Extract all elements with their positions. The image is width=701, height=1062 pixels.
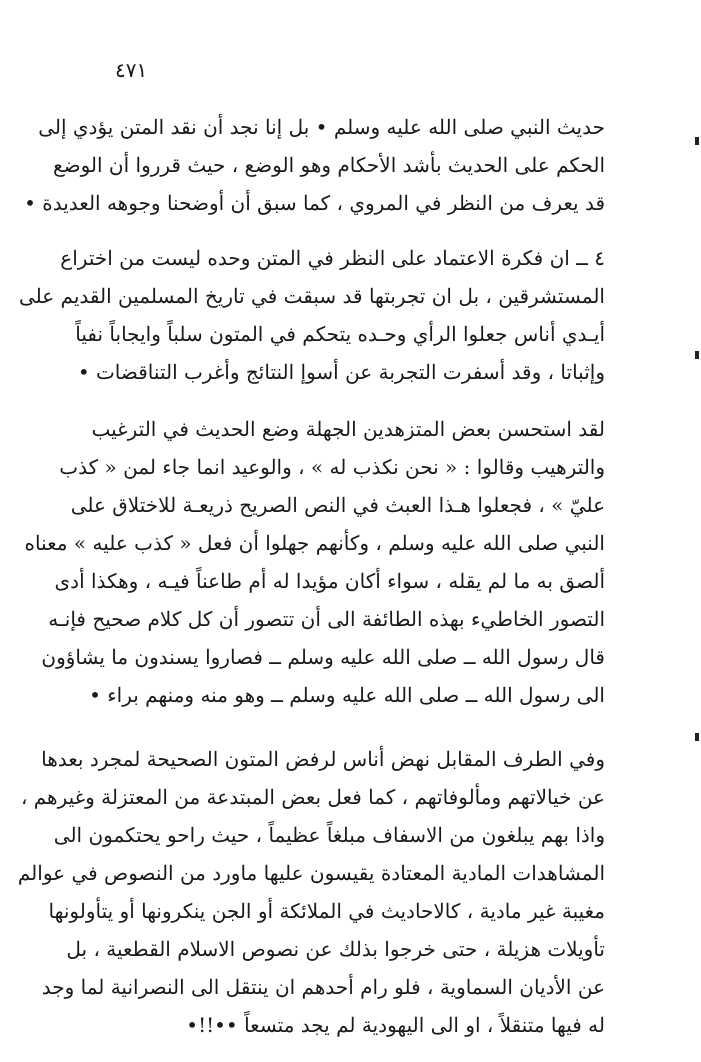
- page-body: [17, 108, 605, 1044]
- scan-margin-mark: [695, 733, 699, 741]
- text-line: مغيبة غير مادية ، كالاحاديث في الملائكة أو الجن ينكرونها أو يتأولونها: [48, 899, 605, 923]
- page-number: ٤٧١: [115, 58, 148, 82]
- paragraph-2: [18, 239, 605, 391]
- text-line: الى رسول الله ــ صلى الله عليه وسلم ــ وهو منه ومنهم براء •: [89, 683, 605, 707]
- text-line: التصور الخاطيء بهذه الطائفة الى أن تتصور أن كل كلام صحيح فإنـه: [48, 607, 605, 631]
- text-line: وفي الطرف المقابل نهض أناس لرفض المتون الصحيحة لمجرد بعدها: [41, 747, 605, 771]
- paragraph-4: [17, 740, 605, 1044]
- text-line: النبي صلى الله عليه وسلم ، وكأنهم جهلوا أن فعل « كذب عليه » معناه: [24, 531, 605, 555]
- text-line: المستشرقين ، بل ان تجربتها قد سبقت في تاريخ المسلمين القديم على: [18, 284, 605, 308]
- text-line: تأويلات هزيلة ، حتى خرجوا بذلك عن نصوص الاسلام القطعية ، بل: [66, 937, 605, 961]
- text-line: الحكم على الحديث بأشد الأحكام وهو الوضع ، حيث قرروا أن الوضع: [52, 153, 605, 177]
- paragraph-3: [24, 410, 605, 714]
- text-line: واذا بهم يبلغون من الاسفاف مبلغاً عظيماً ، حيث راحو يحتكمون الى: [53, 823, 605, 847]
- text-line: قد يعرف من النظر في المروي ، كما سبق أن أوضحنا وجوهه العديدة •: [24, 191, 605, 215]
- text-line: له فيها متنقلاً ، او الى اليهودية لم يجد متسعاً ••!!•: [186, 1013, 605, 1037]
- text-line: لقد استحسن بعض المتزهدين الجهلة وضع الحديث في الترغيب: [91, 417, 605, 441]
- text-line: المشاهدات المادية المعتادة يقيسون عليها ماورد من النصوص في عوالم: [17, 861, 605, 885]
- text-line: ألصق به ما لم يقله ، سواء أكان مؤيدا له أم طاعناً فيـه ، وهكذا أدى: [54, 569, 605, 593]
- text-line: والترهيب وقالوا : « نحن نكذب له » ، والوعيد انما جاء لمن « كذب: [59, 455, 605, 479]
- text-line: عليّ » ، فجعلوا هـذا العبث في النص الصريح ذريعـة للاختلاق على: [70, 493, 605, 517]
- paragraph-1: [24, 108, 605, 222]
- text-line: قال رسول الله ــ صلى الله عليه وسلم ــ فصاروا يسندون ما يشاؤون: [41, 645, 605, 669]
- text-line: ٤ ــ ان فكرة الاعتماد على النظر في المتن وحده ليست من اختراع: [60, 246, 605, 270]
- text-line: وإثباتا ، وقد أسفرت التجربة عن أسوإ النتائج وأغرب التناقضات •: [77, 360, 605, 384]
- text-line: أيـدي أناس جعلوا الرأي وحـده يتحكم في المتون سلباً وايجاباً نفياً: [75, 322, 605, 346]
- scan-margin-mark: [695, 137, 699, 145]
- text-line: عن الأديان السماوية ، فلو رام أحدهم ان ينتقل الى النصرانية لما وجد: [41, 975, 605, 999]
- scan-margin-mark: [695, 351, 699, 359]
- text-line: حديث النبي صلى الله عليه وسلم • بل إنا نجد أن نقد المتن يؤدي إلى: [38, 115, 605, 139]
- text-line: عن خيالاتهم ومألوفاتهم ، كما فعل بعض المبتدعة من المعتزلة وغيرهم ،: [20, 785, 605, 809]
